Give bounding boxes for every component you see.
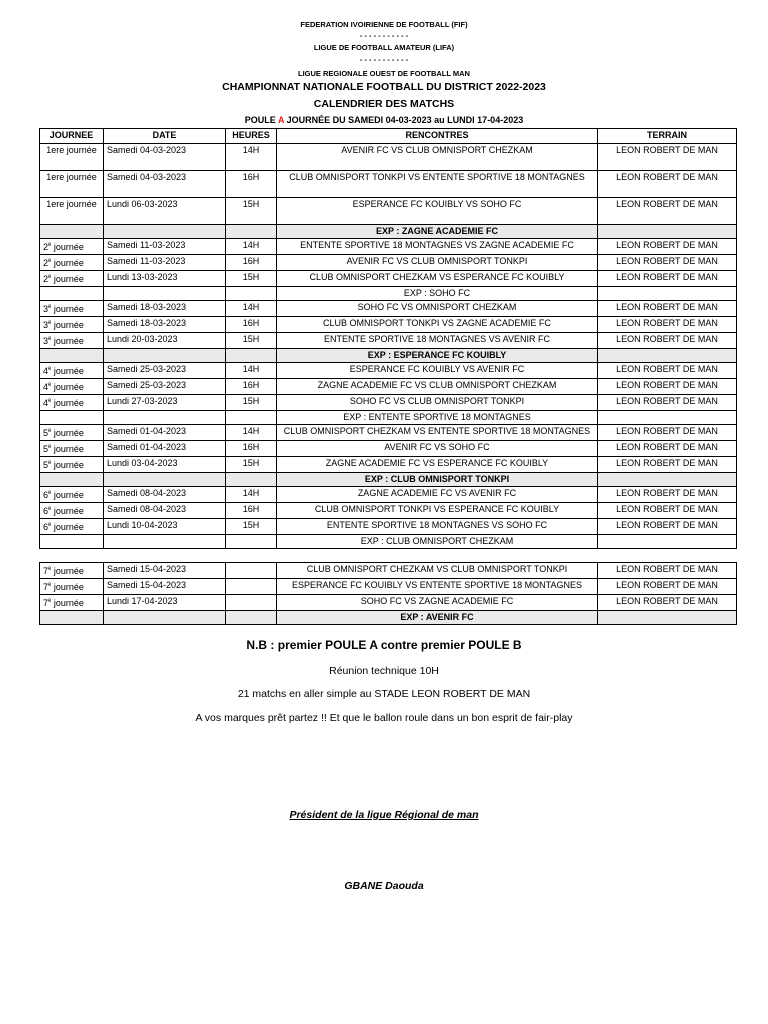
time-cell: 15H bbox=[226, 271, 277, 287]
table-row bbox=[40, 441, 737, 457]
match-cell: CLUB OMNISPORT CHEZKAM VS CLUB OMNISPORT TONKPI bbox=[277, 563, 598, 579]
time-cell bbox=[226, 563, 277, 579]
time-cell: 16H bbox=[226, 317, 277, 333]
empty-cell bbox=[40, 473, 104, 487]
date-cell: Samedi 15-04-2023 bbox=[104, 579, 226, 595]
date-cell: Samedi 18-03-2023 bbox=[104, 301, 226, 317]
journee-cell: 5e journée bbox=[40, 441, 104, 457]
date-cell: Lundi 10-04-2023 bbox=[104, 519, 226, 535]
journee-cell: 2e journée bbox=[40, 271, 104, 287]
venue-cell: LEON ROBERT DE MAN bbox=[598, 425, 737, 441]
time-cell: 16H bbox=[226, 503, 277, 519]
empty-cell bbox=[40, 287, 104, 301]
match-cell: AVENIR FC VS SOHO FC bbox=[277, 441, 598, 457]
table-row bbox=[40, 457, 737, 473]
time-cell bbox=[226, 579, 277, 595]
time-cell: 14H bbox=[226, 301, 277, 317]
journee-cell: 6e journée bbox=[40, 487, 104, 503]
table-row bbox=[40, 171, 737, 198]
match-cell: ZAGNE ACADEMIE FC VS AVENIR FC bbox=[277, 487, 598, 503]
venue-cell: LEON ROBERT DE MAN bbox=[598, 441, 737, 457]
empty-cell bbox=[104, 225, 226, 239]
exempt-row bbox=[40, 349, 737, 363]
time-cell: 15H bbox=[226, 395, 277, 411]
table-row bbox=[40, 301, 737, 317]
exempt-team: EXP : ENTENTE SPORTIVE 18 MONTAGNES bbox=[277, 411, 598, 425]
schedule-table-7e-journee bbox=[39, 562, 737, 625]
table-row bbox=[40, 503, 737, 519]
separator: - - - - - - - - - - - bbox=[359, 55, 409, 64]
date-cell: Samedi 25-03-2023 bbox=[104, 363, 226, 379]
venue-cell: LEON ROBERT DE MAN bbox=[598, 333, 737, 349]
venue-cell: LEON ROBERT DE MAN bbox=[598, 255, 737, 271]
col-header-date: DATE bbox=[104, 129, 226, 144]
time-cell: 15H bbox=[226, 198, 277, 225]
table-row bbox=[40, 333, 737, 349]
signature-name: GBANE Daouda bbox=[344, 880, 424, 892]
empty-cell bbox=[226, 349, 277, 363]
date-cell: Samedi 15-04-2023 bbox=[104, 563, 226, 579]
table-row bbox=[40, 579, 737, 595]
date-cell: Samedi 11-03-2023 bbox=[104, 255, 226, 271]
empty-cell bbox=[598, 349, 737, 363]
poule-line bbox=[0, 115, 768, 125]
journee-cell: 4e journée bbox=[40, 379, 104, 395]
matchs-note: 21 matchs en aller simple au STADE LEON ROBERT DE MAN bbox=[237, 688, 531, 700]
poule-letter: A bbox=[277, 115, 285, 125]
journee-cell: 7e journée bbox=[40, 563, 104, 579]
exempt-row bbox=[40, 611, 737, 625]
date-cell: Samedi 04-03-2023 bbox=[104, 171, 226, 198]
regional-title: LIGUE REGIONALE OUEST DE FOOTBALL MAN bbox=[298, 69, 470, 78]
venue-cell: LEON ROBERT DE MAN bbox=[598, 171, 737, 198]
exempt-row bbox=[40, 535, 737, 549]
schedule-table bbox=[39, 128, 737, 549]
match-cell: CLUB OMNISPORT CHEZKAM VS ENTENTE SPORTIVE 18 MONTAGNES bbox=[277, 425, 598, 441]
empty-cell bbox=[226, 611, 277, 625]
match-cell: ENTENTE SPORTIVE 18 MONTAGNES VS SOHO FC bbox=[277, 519, 598, 535]
date-cell: Lundi 03-04-2023 bbox=[104, 457, 226, 473]
journee-cell: 1ere journée bbox=[40, 144, 104, 171]
date-cell: Lundi 20-03-2023 bbox=[104, 333, 226, 349]
date-cell: Samedi 08-04-2023 bbox=[104, 503, 226, 519]
time-cell: 14H bbox=[226, 239, 277, 255]
venue-cell: LEON ROBERT DE MAN bbox=[598, 487, 737, 503]
journee-cell: 4e journée bbox=[40, 395, 104, 411]
match-cell: ENTENTE SPORTIVE 18 MONTAGNES VS AVENIR FC bbox=[277, 333, 598, 349]
time-cell: 14H bbox=[226, 144, 277, 171]
col-header-journee: JOURNEE bbox=[40, 129, 104, 144]
signature-title: Président de la ligue Régional de man bbox=[289, 809, 479, 821]
time-cell bbox=[226, 595, 277, 611]
empty-cell bbox=[598, 287, 737, 301]
empty-cell bbox=[104, 473, 226, 487]
empty-cell bbox=[598, 225, 737, 239]
date-cell: Samedi 08-04-2023 bbox=[104, 487, 226, 503]
journee-cell: 5e journée bbox=[40, 457, 104, 473]
date-cell: Lundi 27-03-2023 bbox=[104, 395, 226, 411]
venue-cell: LEON ROBERT DE MAN bbox=[598, 503, 737, 519]
ligue-title: LIGUE DE FOOTBALL AMATEUR (LIFA) bbox=[313, 43, 455, 52]
table-row bbox=[40, 144, 737, 171]
match-cell: ESPERANCE FC KOUIBLY VS AVENIR FC bbox=[277, 363, 598, 379]
exempt-team: EXP : ZAGNE ACADEMIE FC bbox=[277, 225, 598, 239]
time-cell: 15H bbox=[226, 519, 277, 535]
table-row bbox=[40, 198, 737, 225]
date-cell: Samedi 25-03-2023 bbox=[104, 379, 226, 395]
match-cell: CLUB OMNISPORT TONKPI VS ENTENTE SPORTIVE 18 MONTAGNES bbox=[277, 171, 598, 198]
match-cell: ESPERANCE FC KOUIBLY VS SOHO FC bbox=[277, 198, 598, 225]
venue-cell: LEON ROBERT DE MAN bbox=[598, 563, 737, 579]
time-cell: 15H bbox=[226, 457, 277, 473]
calendar-title: CALENDRIER DES MATCHS bbox=[313, 98, 455, 110]
venue-cell: LEON ROBERT DE MAN bbox=[598, 519, 737, 535]
venue-cell: LEON ROBERT DE MAN bbox=[598, 301, 737, 317]
match-cell: ZAGNE ACADEMIE FC VS ESPERANCE FC KOUIBLY bbox=[277, 457, 598, 473]
poule-suffix: JOURNÉE DU SAMEDI 04-03-2023 au LUNDI 17-04-2023 bbox=[284, 115, 524, 125]
nb-note: N.B : premier POULE A contre premier POULE B bbox=[246, 638, 522, 652]
empty-cell bbox=[598, 611, 737, 625]
match-cell: SOHO FC VS CLUB OMNISPORT TONKPI bbox=[277, 395, 598, 411]
table-row bbox=[40, 425, 737, 441]
federation-title: FEDERATION IVOIRIENNE DE FOOTBALL (FIF) bbox=[300, 20, 468, 29]
col-header-terrain: TERRAIN bbox=[598, 129, 737, 144]
journee-cell: 1ere journée bbox=[40, 198, 104, 225]
date-cell: Lundi 13-03-2023 bbox=[104, 271, 226, 287]
exempt-row bbox=[40, 411, 737, 425]
time-cell: 15H bbox=[226, 333, 277, 349]
journee-cell: 1ere journée bbox=[40, 171, 104, 198]
time-cell: 16H bbox=[226, 441, 277, 457]
exempt-team: EXP : ESPERANCE FC KOUIBLY bbox=[277, 349, 598, 363]
time-cell: 14H bbox=[226, 425, 277, 441]
venue-cell: LEON ROBERT DE MAN bbox=[598, 457, 737, 473]
table-row bbox=[40, 595, 737, 611]
table-row bbox=[40, 317, 737, 333]
reunion-note: Réunion technique 10H bbox=[329, 665, 439, 677]
journee-cell: 3e journée bbox=[40, 301, 104, 317]
match-cell: SOHO FC VS ZAGNE ACADEMIE FC bbox=[277, 595, 598, 611]
table-row bbox=[40, 255, 737, 271]
date-cell: Samedi 11-03-2023 bbox=[104, 239, 226, 255]
exempt-team: EXP : CLUB OMNISPORT TONKPI bbox=[277, 473, 598, 487]
journee-cell: 3e journée bbox=[40, 333, 104, 349]
date-cell: Samedi 04-03-2023 bbox=[104, 144, 226, 171]
venue-cell: LEON ROBERT DE MAN bbox=[598, 363, 737, 379]
date-cell: Samedi 18-03-2023 bbox=[104, 317, 226, 333]
empty-cell bbox=[104, 611, 226, 625]
empty-cell bbox=[226, 473, 277, 487]
col-header-heures: HEURES bbox=[226, 129, 277, 144]
empty-cell bbox=[104, 535, 226, 549]
championship-title: CHAMPIONNAT NATIONALE FOOTBALL DU DISTRICT 2022-2023 bbox=[222, 81, 546, 93]
exempt-team: EXP : CLUB OMNISPORT CHEZKAM bbox=[277, 535, 598, 549]
date-cell: Samedi 01-04-2023 bbox=[104, 441, 226, 457]
match-cell: CLUB OMNISPORT TONKPI VS ZAGNE ACADEMIE FC bbox=[277, 317, 598, 333]
journee-cell: 5e journée bbox=[40, 425, 104, 441]
venue-cell: LEON ROBERT DE MAN bbox=[598, 579, 737, 595]
table-row bbox=[40, 519, 737, 535]
empty-cell bbox=[226, 411, 277, 425]
empty-cell bbox=[40, 611, 104, 625]
empty-cell bbox=[598, 535, 737, 549]
match-cell: ESPERANCE FC KOUIBLY VS ENTENTE SPORTIVE 18 MONTAGNES bbox=[277, 579, 598, 595]
empty-cell bbox=[598, 473, 737, 487]
match-cell: CLUB OMNISPORT TONKPI VS ESPERANCE FC KOUIBLY bbox=[277, 503, 598, 519]
venue-cell: LEON ROBERT DE MAN bbox=[598, 198, 737, 225]
table-row bbox=[40, 487, 737, 503]
empty-cell bbox=[226, 225, 277, 239]
empty-cell bbox=[40, 411, 104, 425]
empty-cell bbox=[226, 287, 277, 301]
separator: - - - - - - - - - - - bbox=[359, 31, 409, 40]
table-row bbox=[40, 239, 737, 255]
table-row bbox=[40, 379, 737, 395]
fair-play-note: A vos marques prêt partez !! Et que le ballon roule dans un bon esprit de fair-play bbox=[195, 712, 573, 724]
venue-cell: LEON ROBERT DE MAN bbox=[598, 144, 737, 171]
journee-cell: 2e journée bbox=[40, 255, 104, 271]
journee-cell: 7e journée bbox=[40, 595, 104, 611]
match-cell: AVENIR FC VS CLUB OMNISPORT CHEZKAM bbox=[277, 144, 598, 171]
venue-cell: LEON ROBERT DE MAN bbox=[598, 379, 737, 395]
journee-cell: 6e journée bbox=[40, 519, 104, 535]
empty-cell bbox=[104, 349, 226, 363]
journee-cell: 7e journée bbox=[40, 579, 104, 595]
exempt-row bbox=[40, 287, 737, 301]
date-cell: Lundi 06-03-2023 bbox=[104, 198, 226, 225]
match-cell: AVENIR FC VS CLUB OMNISPORT TONKPI bbox=[277, 255, 598, 271]
journee-cell: 6e journée bbox=[40, 503, 104, 519]
journee-cell: 3e journée bbox=[40, 317, 104, 333]
table-row bbox=[40, 395, 737, 411]
time-cell: 16H bbox=[226, 255, 277, 271]
time-cell: 14H bbox=[226, 487, 277, 503]
empty-cell bbox=[40, 225, 104, 239]
date-cell: Samedi 01-04-2023 bbox=[104, 425, 226, 441]
journee-cell: 2e journée bbox=[40, 239, 104, 255]
exempt-team: EXP : SOHO FC bbox=[277, 287, 598, 301]
venue-cell: LEON ROBERT DE MAN bbox=[598, 395, 737, 411]
venue-cell: LEON ROBERT DE MAN bbox=[598, 239, 737, 255]
empty-cell bbox=[40, 535, 104, 549]
empty-cell bbox=[40, 349, 104, 363]
match-cell: CLUB OMNISPORT CHEZKAM VS ESPERANCE FC KOUIBLY bbox=[277, 271, 598, 287]
empty-cell bbox=[598, 411, 737, 425]
col-header-rencontres: RENCONTRES bbox=[277, 129, 598, 144]
venue-cell: LEON ROBERT DE MAN bbox=[598, 595, 737, 611]
match-cell: ZAGNE ACADEMIE FC VS CLUB OMNISPORT CHEZKAM bbox=[277, 379, 598, 395]
empty-cell bbox=[104, 411, 226, 425]
table-row bbox=[40, 563, 737, 579]
venue-cell: LEON ROBERT DE MAN bbox=[598, 271, 737, 287]
poule-prefix: POULE bbox=[244, 115, 278, 125]
match-cell: ENTENTE SPORTIVE 18 MONTAGNES VS ZAGNE ACADEMIE FC bbox=[277, 239, 598, 255]
exempt-row bbox=[40, 225, 737, 239]
time-cell: 14H bbox=[226, 363, 277, 379]
exempt-team: EXP : AVENIR FC bbox=[277, 611, 598, 625]
time-cell: 16H bbox=[226, 171, 277, 198]
table-row bbox=[40, 363, 737, 379]
table-row bbox=[40, 271, 737, 287]
match-cell: SOHO FC VS OMNISPORT CHEZKAM bbox=[277, 301, 598, 317]
empty-cell bbox=[104, 287, 226, 301]
exempt-row bbox=[40, 473, 737, 487]
empty-cell bbox=[226, 535, 277, 549]
date-cell: Lundi 17-04-2023 bbox=[104, 595, 226, 611]
journee-cell: 4e journée bbox=[40, 363, 104, 379]
venue-cell: LEON ROBERT DE MAN bbox=[598, 317, 737, 333]
time-cell: 16H bbox=[226, 379, 277, 395]
